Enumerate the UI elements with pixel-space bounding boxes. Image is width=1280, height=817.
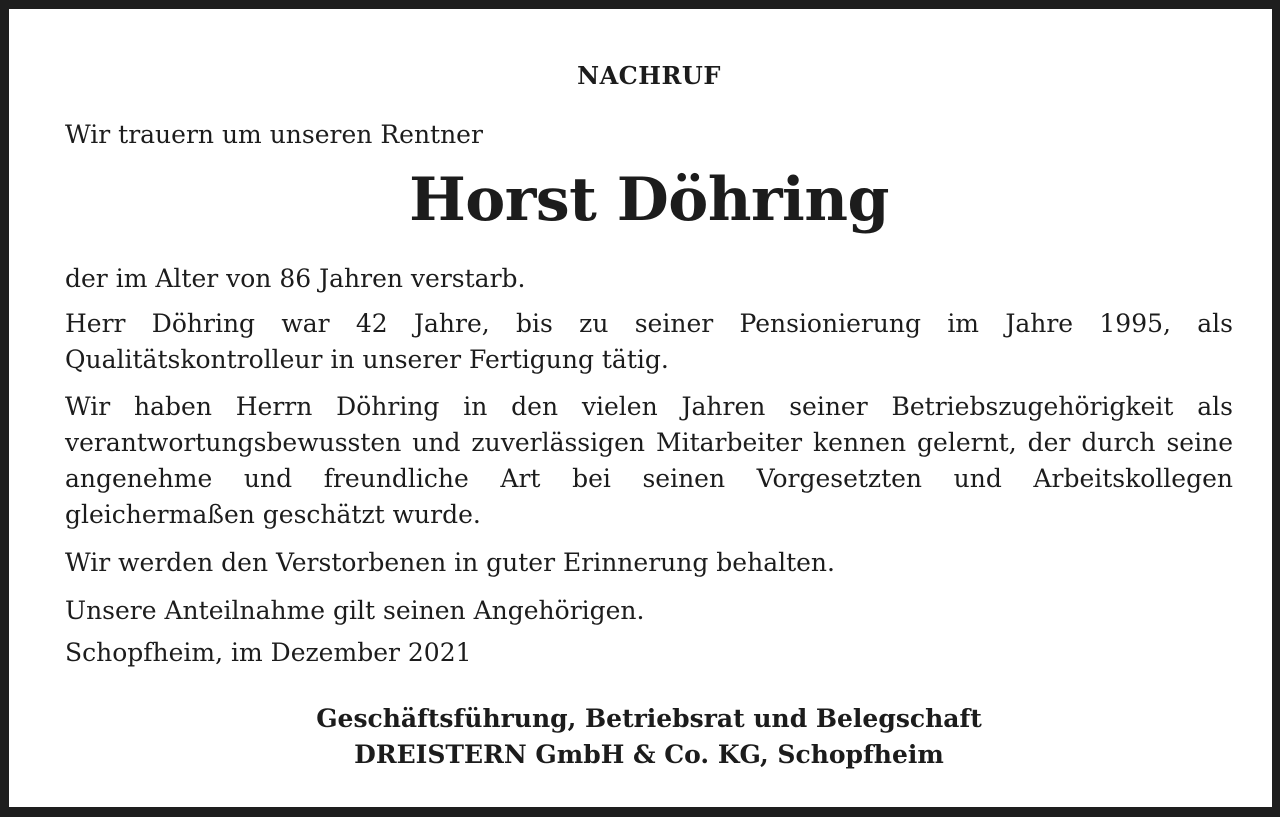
intro-line: Wir trauern um unseren Rentner — [65, 120, 483, 149]
signature-line-2: DREISTERN GmbH & Co. KG, Schopfheim — [354, 740, 944, 769]
place-date-line: Schopfheim, im Dezember 2021 — [65, 638, 472, 667]
notice-heading: NACHRUF — [577, 61, 721, 90]
signature-line-1: Geschäftsführung, Betriebsrat und Belegschaft — [316, 704, 982, 733]
age-paragraph: der im Alter von 86 Jahren verstarb. — [65, 264, 526, 293]
condolence-paragraph: Unsere Anteilnahme gilt seinen Angehörigen. — [65, 596, 645, 625]
remembrance-paragraph: Wir werden den Verstorbenen in guter Erinnerung behalten. — [65, 548, 835, 577]
deceased-name: Horst Döhring — [409, 165, 889, 235]
tribute-paragraph: Wir haben Herrn Döhring in den vielen Jahren seiner Betriebszugehörigkeit als verantwortungsbewussten und zuverlässigen Mitarbeiter kennen gelernt, der durch seine angenehme und freundliche Art bei seinen Vorgesetzten und Arbeitskollegen gleichermaßen geschätzt wurde. — [65, 392, 1233, 529]
career-paragraph: Herr Döhring war 42 Jahre, bis zu seiner Pensionierung im Jahre 1995, als Qualitätskontrolleur in unserer Fertigung tätig. — [65, 309, 1233, 374]
